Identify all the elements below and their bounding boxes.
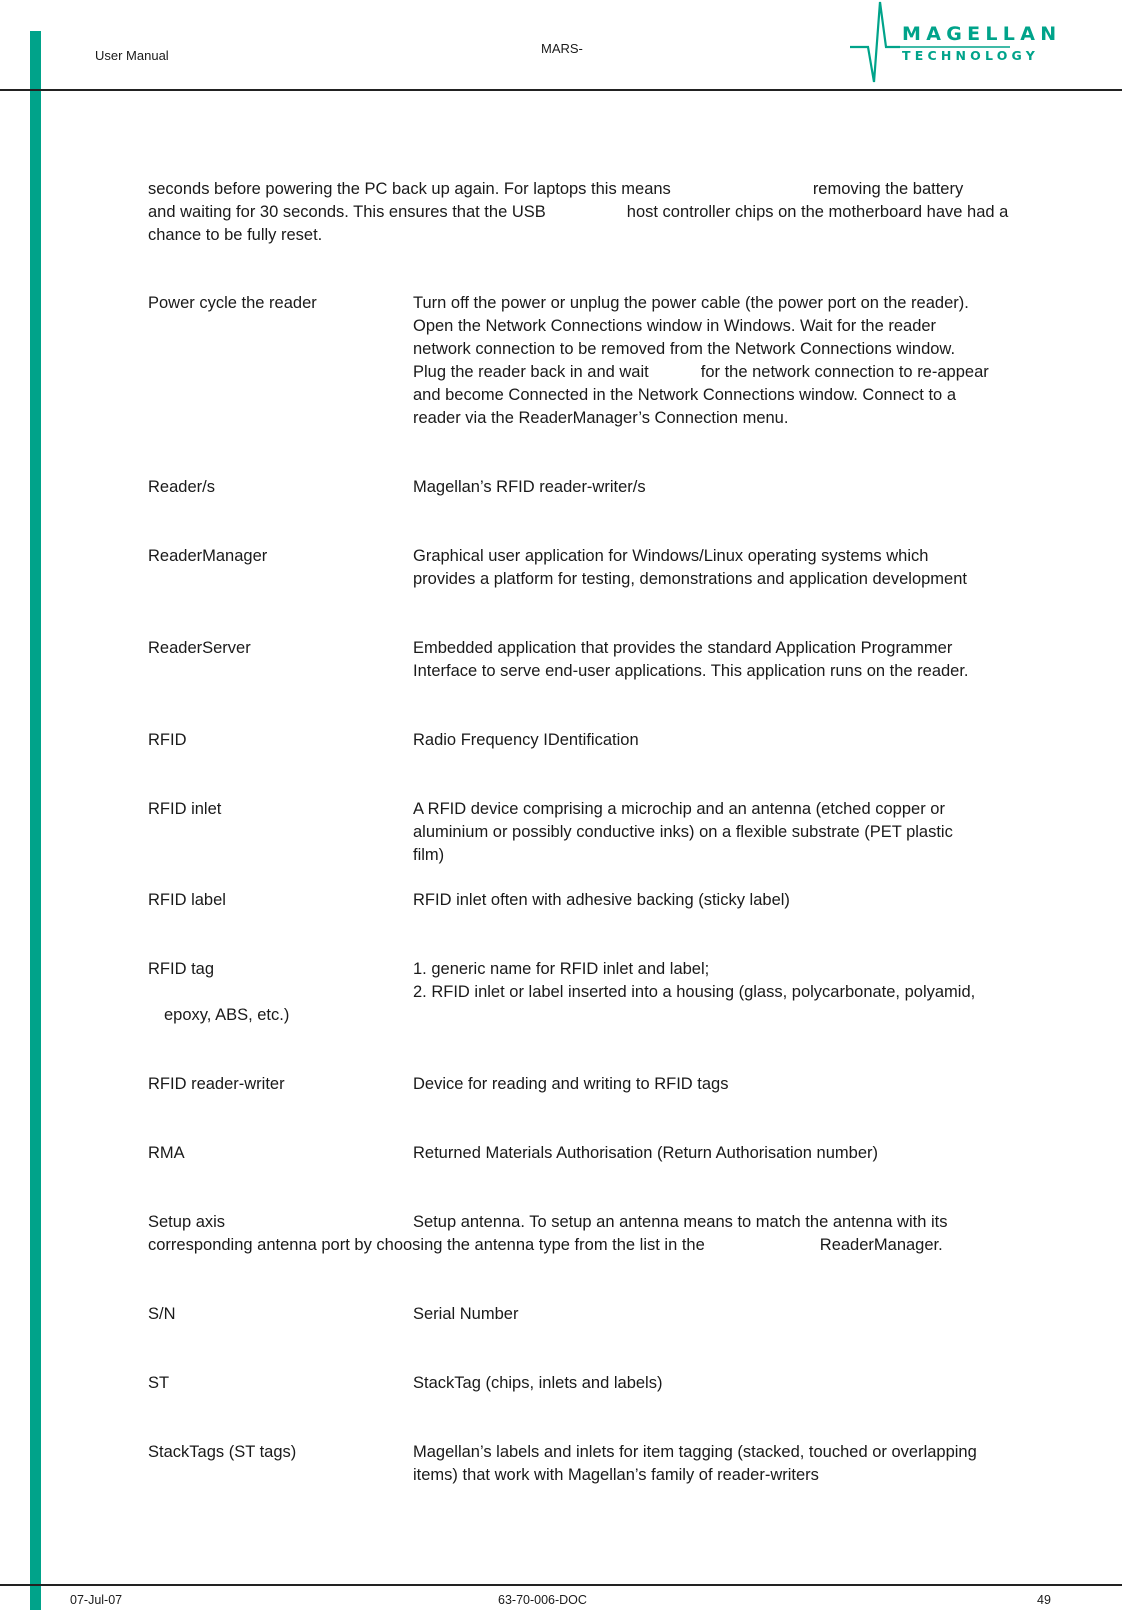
entry-continuation: corresponding antenna port by choosing the antenna type from the list in the ReaderManager. (148, 1236, 943, 1254)
glossary-entry-readers (148, 476, 1058, 499)
side-accent-bar (30, 31, 41, 1610)
glossary-entry-rfid-tag (148, 958, 1058, 1004)
intro-line-1: seconds before powering the PC back up again. For laptops this means removing the battery (148, 180, 964, 198)
entry-definition: Graphical user application for Windows/Linux operating systems which provides a platform for testing, demonstrations and application development (413, 547, 967, 588)
entry-term: RFID label (148, 891, 226, 909)
glossary-entry-setup-axis (148, 1211, 1058, 1234)
entry-continuation: epoxy, ABS, etc.) (164, 1006, 290, 1024)
glossary-entry-rfid-reader-writer (148, 1073, 1058, 1096)
glossary-content (148, 178, 1058, 1487)
logo-text-magellan: MAGELLAN (902, 23, 1062, 45)
entry-term: S/N (148, 1305, 176, 1323)
entry-definition: A RFID device comprising a microchip and an antenna (etched copper or aluminium or possibly conductive inks) on a flexible substrate (PET plastic film) (413, 800, 953, 864)
footer-page-number: 49 (1037, 1593, 1051, 1607)
entry-definition: Returned Materials Authorisation (Return Authorisation number) (413, 1144, 878, 1162)
entry-definition: Turn off the power or unplug the power cable (the power port on the reader). Open the Network Connections window in Windows. Wait for the reader network connection to be removed from the Network Connections window. Plug the reader back in and wait for the network connection to re-appear and become Connected in the Network Connections window. Connect to a reader via the ReaderManager’s Connection menu. (413, 294, 989, 427)
glossary-entry-readerserver (148, 637, 1058, 683)
intro-line-2: and waiting for 30 seconds. This ensures that the USB host controller chips on the motherboard have had a (148, 203, 1009, 221)
entry-term: ReaderServer (148, 639, 251, 657)
entry-definition: Device for reading and writing to RFID tags (413, 1075, 729, 1093)
glossary-entry-rfid-inlet (148, 798, 1058, 867)
entry-term: RFID reader-writer (148, 1075, 285, 1093)
entry-definition: 1. generic name for RFID inlet and label; 2. RFID inlet or label inserted into a housing (glass, polycarbonate, polyamid, (413, 960, 976, 1001)
header-rule (0, 89, 1122, 91)
entry-definition: Serial Number (413, 1305, 519, 1323)
footer-rule (0, 1584, 1122, 1586)
footer-date: 07-Jul-07 (70, 1593, 123, 1607)
entry-term: Reader/s (148, 478, 215, 496)
entry-term: RFID inlet (148, 800, 222, 818)
entry-definition: Magellan’s labels and inlets for item tagging (stacked, touched or overlapping items) that work with Magellan’s family of reader-writers (413, 1443, 977, 1484)
glossary-entry-readermanager (148, 545, 1058, 591)
glossary-entry-stacktags (148, 1441, 1058, 1487)
entry-definition: StackTag (chips, inlets and labels) (413, 1374, 663, 1392)
entry-term: StackTags (ST tags) (148, 1443, 297, 1461)
header-manual-title: User Manual (95, 48, 169, 63)
glossary-entry-rma (148, 1142, 1058, 1165)
entry-term: ReaderManager (148, 547, 268, 565)
intro-paragraph (148, 178, 1053, 247)
entry-definition: Magellan’s RFID reader-writer/s (413, 478, 646, 496)
entry-definition: Setup antenna. To setup an antenna means to match the antenna with its (413, 1213, 948, 1231)
logo-signal-wave (850, 2, 900, 82)
intro-line-3: chance to be fully reset. (148, 226, 323, 244)
glossary-entry-st (148, 1372, 1058, 1395)
entry-term: Setup axis (148, 1213, 226, 1231)
entry-term: RFID (148, 731, 187, 749)
entry-definition: Embedded application that provides the standard Application Programmer Interface to serve end-user applications. This application runs on the reader. (413, 639, 969, 680)
header-product-name: MARS- (541, 41, 583, 56)
entry-definition: RFID inlet often with adhesive backing (sticky label) (413, 891, 790, 909)
footer-doc-number: 63-70-006-DOC (498, 1593, 587, 1607)
entry-definition: Radio Frequency IDentification (413, 731, 639, 749)
glossary-entry-rfid (148, 729, 1058, 752)
entry-term: RFID tag (148, 960, 215, 978)
entry-term: RMA (148, 1144, 185, 1162)
logo-text-technology: TECHNOLOGY (902, 48, 1039, 63)
entry-term: ST (148, 1374, 170, 1392)
glossary-entry-rfid-label (148, 889, 1058, 912)
glossary-entry-power-cycle (148, 292, 1058, 430)
entry-term: Power cycle the reader (148, 294, 317, 312)
magellan-logo (850, 0, 1062, 90)
glossary-entry-sn (148, 1303, 1058, 1326)
